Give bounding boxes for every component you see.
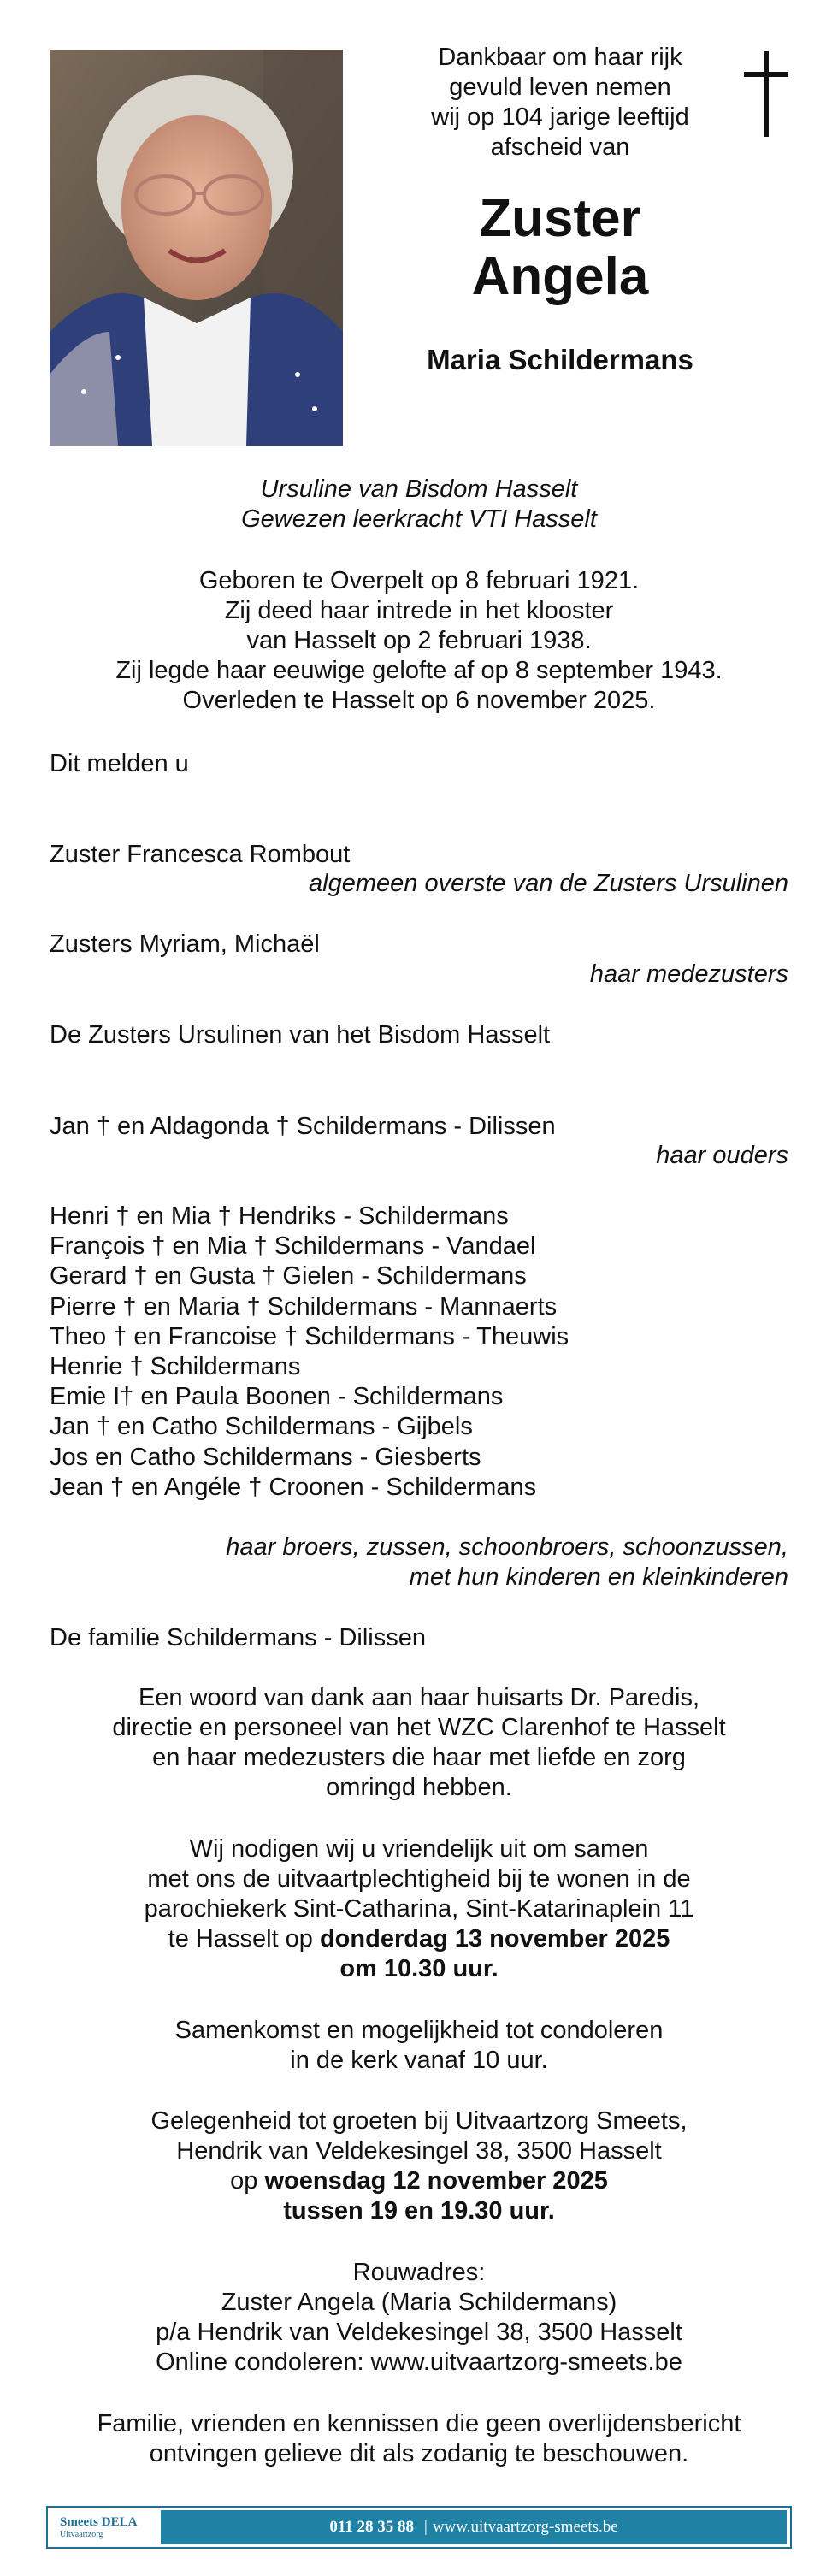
siblings-role (226, 1533, 788, 1592)
contact-bar (161, 2510, 787, 2544)
list-item: Jos en Catho Schildermans - Giesberts (50, 1443, 481, 1471)
visitation-date-prefix: op (230, 2167, 265, 2195)
thanks-text (0, 1683, 838, 1803)
address-line: Online condoleren: www.uitvaartzorg-smeets.be (156, 2349, 682, 2376)
condolence-text (0, 2016, 838, 2076)
funeral-time: om 10.30 uur. (339, 1955, 499, 1982)
funeral-date: donderdag 13 november 2025 (319, 1925, 670, 1953)
parents-name: Jan † en Aldagonda † Schildermans - Dilissen (50, 1113, 556, 1140)
logo-line1: Smeets DELA (60, 2515, 138, 2529)
person1-role: algemeen overste van de Zusters Ursulinen (309, 870, 788, 897)
list-item: François † en Mia † Schildermans - Vandael (50, 1232, 536, 1261)
thanks-line: directie en personeel van het WZC Clarenhof te Hasselt (112, 1714, 726, 1741)
siblings-role-line: haar broers, zussen, schoonbroers, schoonzussen, (226, 1533, 788, 1561)
visitation-text (0, 2106, 838, 2226)
phone-number[interactable]: 011 28 35 88 (329, 2518, 415, 2536)
intro-line: wij op 104 jarige leeftijd (431, 103, 689, 131)
closing-line: Familie, vrienden en kennissen die geen overlijdensbericht (97, 2410, 741, 2437)
funeral-date-prefix: te Hasselt op (168, 1925, 320, 1953)
address-text (0, 2258, 838, 2378)
parents-role: haar ouders (656, 1142, 788, 1169)
title-line: Angela (471, 247, 649, 306)
list-item: Jean † en Angéle † Croonen - Schildermans (50, 1473, 537, 1501)
bio-italic (0, 475, 838, 535)
bio-italic-line: Gewezen leerkracht VTI Hasselt (241, 505, 597, 533)
visitation-date-line (0, 2166, 838, 2196)
funeral-line: met ons de uitvaartplechtigheid bij te wonen in de (147, 1865, 691, 1893)
intro-line: Dankbaar om haar rijk (438, 44, 682, 71)
visitation-time-line (0, 2196, 838, 2226)
list-item: Theo † en Francoise † Schildermans - Theuwis (50, 1322, 569, 1350)
address-line: Rouwadres: (352, 2259, 486, 2286)
siblings-list (50, 1202, 569, 1503)
condolence-line: in de kerk vanaf 10 uur. (290, 2047, 548, 2074)
list-item: Gerard † en Gusta † Gielen - Schildermans (50, 1262, 527, 1291)
intro-line: gevuld leven nemen (449, 74, 671, 101)
bio-line: van Hasselt op 2 februari 1938. (246, 627, 592, 654)
person2-role: haar medezusters (589, 960, 788, 988)
closing-line: ontvingen gelieve dit als zodanig te beschouwen. (149, 2440, 689, 2467)
siblings-role-line: met hun kinderen en kleinkinderen (409, 1563, 788, 1591)
separator: | (424, 2518, 428, 2536)
logo-line2: Uitvaartzorg (60, 2530, 103, 2539)
funeral-line: Wij nodigen wij u vriendelijk uit om samen (189, 1835, 649, 1863)
person1-name: Zuster Francesca Rombout (50, 841, 351, 868)
thanks-line: en haar medezusters die haar met liefde en zorg (152, 1744, 686, 1771)
community: De Zusters Ursulinen van het Bisdom Hasselt (50, 1021, 551, 1049)
footer-banner (46, 2506, 792, 2549)
cross-icon (741, 51, 792, 137)
bio-line: Overleden te Hasselt op 6 november 2025. (182, 687, 656, 714)
condolence-line: Samenkomst en mogelijkheid tot condoleren (174, 2017, 664, 2044)
bio-line: Zij deed haar intrede in het klooster (224, 597, 614, 624)
visitation-time: tussen 19 en 19.30 uur. (283, 2197, 555, 2224)
bio-line: Geboren te Overpelt op 8 februari 1921. (198, 567, 640, 594)
portrait-photo (50, 50, 343, 446)
announcement-intro: Dit melden u (50, 750, 189, 777)
uitvaartzorg-logo (51, 2511, 161, 2544)
funeral-time-line (0, 1954, 838, 1984)
intro-text (402, 43, 718, 162)
funeral-date-line (0, 1924, 838, 1954)
list-item: Emie I† en Paula Boonen - Schildermans (50, 1383, 504, 1411)
list-item: Henrie † Schildermans (50, 1353, 301, 1381)
person2-name: Zusters Myriam, Michaël (50, 931, 320, 958)
title-line: Zuster (479, 189, 641, 248)
page-title (402, 190, 718, 306)
visitation-line: Hendrik van Veldekesingel 38, 3500 Hasselt (176, 2137, 662, 2165)
address-line: p/a Hendrik van Veldekesingel 38, 3500 Hasselt (156, 2319, 682, 2346)
family: De familie Schildermans - Dilissen (50, 1624, 426, 1651)
visitation-line: Gelegenheid tot groeten bij Uitvaartzorg Smeets, (150, 2107, 688, 2135)
bio-italic-line: Ursuline van Bisdom Hasselt (260, 476, 578, 503)
address-line: Zuster Angela (Maria Schildermans) (221, 2289, 617, 2316)
bio-line: Zij legde haar eeuwige gelofte af op 8 september 1943. (115, 657, 723, 684)
funeral-line: parochiekerk Sint-Catharina, Sint-Katarinaplein 11 (144, 1895, 694, 1923)
subtitle: Maria Schildermans (427, 344, 693, 375)
intro-line: afscheid van (490, 133, 630, 161)
website-link[interactable]: www.uitvaartzorg-smeets.be (432, 2518, 618, 2536)
visitation-date: woensdag 12 november 2025 (264, 2167, 608, 2195)
funeral-text (0, 1835, 838, 1984)
list-item: Pierre † en Maria † Schildermans - Mannaerts (50, 1292, 558, 1320)
closing-text (0, 2409, 838, 2469)
list-item: Jan † en Catho Schildermans - Gijbels (50, 1413, 473, 1441)
thanks-line: omringd hebben. (326, 1774, 512, 1801)
bio-text (0, 566, 838, 716)
list-item: Henri † en Mia † Hendriks - Schildermans (50, 1202, 509, 1230)
thanks-line: Een woord van dank aan haar huisarts Dr. Paredis, (138, 1684, 700, 1711)
